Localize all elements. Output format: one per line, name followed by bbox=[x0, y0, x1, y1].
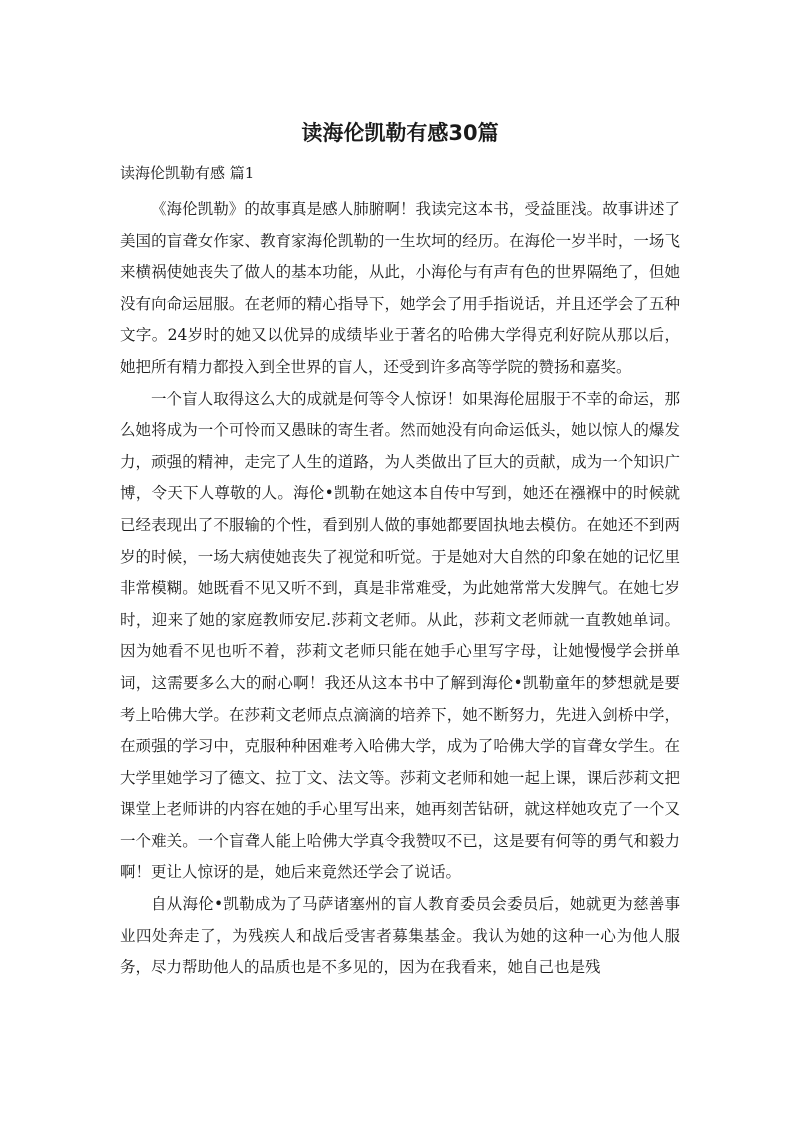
paragraph: 《海伦凯勒》的故事真是感人肺腑啊！我读完这本书，受益匪浅。故事讲述了美国的盲聋女作家、教育家海伦凯勒的一生坎坷的经历。在海伦一岁半时，一场飞来横祸使她丧失了做人的基本功能，从此，小海伦与有声有色的世界隔绝了，但她没有向命运屈服。在老师的精心指导下，她学会了用手指说话，并且还学会了五种文字。24岁时的她又以优异的成绩毕业于著名的哈佛大学得克利好院从那以后，她把所有精力都投入到全世界的盲人，还受到许多高等学院的赞扬和嘉奖。 bbox=[120, 200, 680, 376]
document-title: 读海伦凯勒有感30篇 bbox=[301, 121, 499, 145]
document-body bbox=[120, 194, 680, 984]
section-heading: 读海伦凯勒有感 篇1 bbox=[120, 164, 255, 182]
paragraph: 一个盲人取得这么大的成就是何等令人惊讶！如果海伦屈服于不幸的命运，那么她将成为一个可怜而又愚昧的寄生者。然而她没有向命运低头，她以惊人的爆发力，顽强的精神，走完了人生的道路，为人类做出了巨大的贡献，成为一个知识广博，令天下人尊敬的人。海伦•凯勒在她这本自传中写到，她还在襁褓中的时候就已经表现出了不服输的个性，看到别人做的事她都要固执地去模仿。在她还不到两岁的时候，一场大病使她丧失了视觉和听觉。于是她对大自然的印象在她的记忆里非常模糊。她既看不见又听不到，真是非常难受，为此她常常大发脾气。在她七岁时，迎来了她的家庭教师安尼.莎莉文老师。从此，莎莉文老师就一直教她单词。因为她看不见也听不着，莎莉文老师只能在她手心里写字母，让她慢慢学会拼单词，这需要多么大的耐心啊！我还从这本书中了解到海伦•凯勒童年的梦想就是要考上哈佛大学。在莎莉文老师点点滴滴的培养下，她不断努力，先进入剑桥中学，在顽强的学习中，克服种种困难考入哈佛大学，成为了哈佛大学的盲聋女学生。在大学里她学习了德文、拉丁文、法文等。莎莉文老师和她一起上课，课后莎莉文把课堂上老师讲的内容在她的手心里写出来，她再刻苦钻研，就这样她攻克了一个又一个难关。一个盲聋人能上哈佛大学真令我赞叹不已，这是要有何等的勇气和毅力啊！更让人惊讶的是，她后来竟然还学会了说话。 bbox=[120, 389, 680, 882]
paragraph: 自从海伦•凯勒成为了马萨诸塞州的盲人教育委员会委员后，她就更为慈善事业四处奔走了，为残疾人和战后受害者募集基金。我认为她的这种一心为他人服务，尽力帮助他人的品质也是不多见的，因为在我看来，她自己也是残 bbox=[120, 895, 680, 977]
